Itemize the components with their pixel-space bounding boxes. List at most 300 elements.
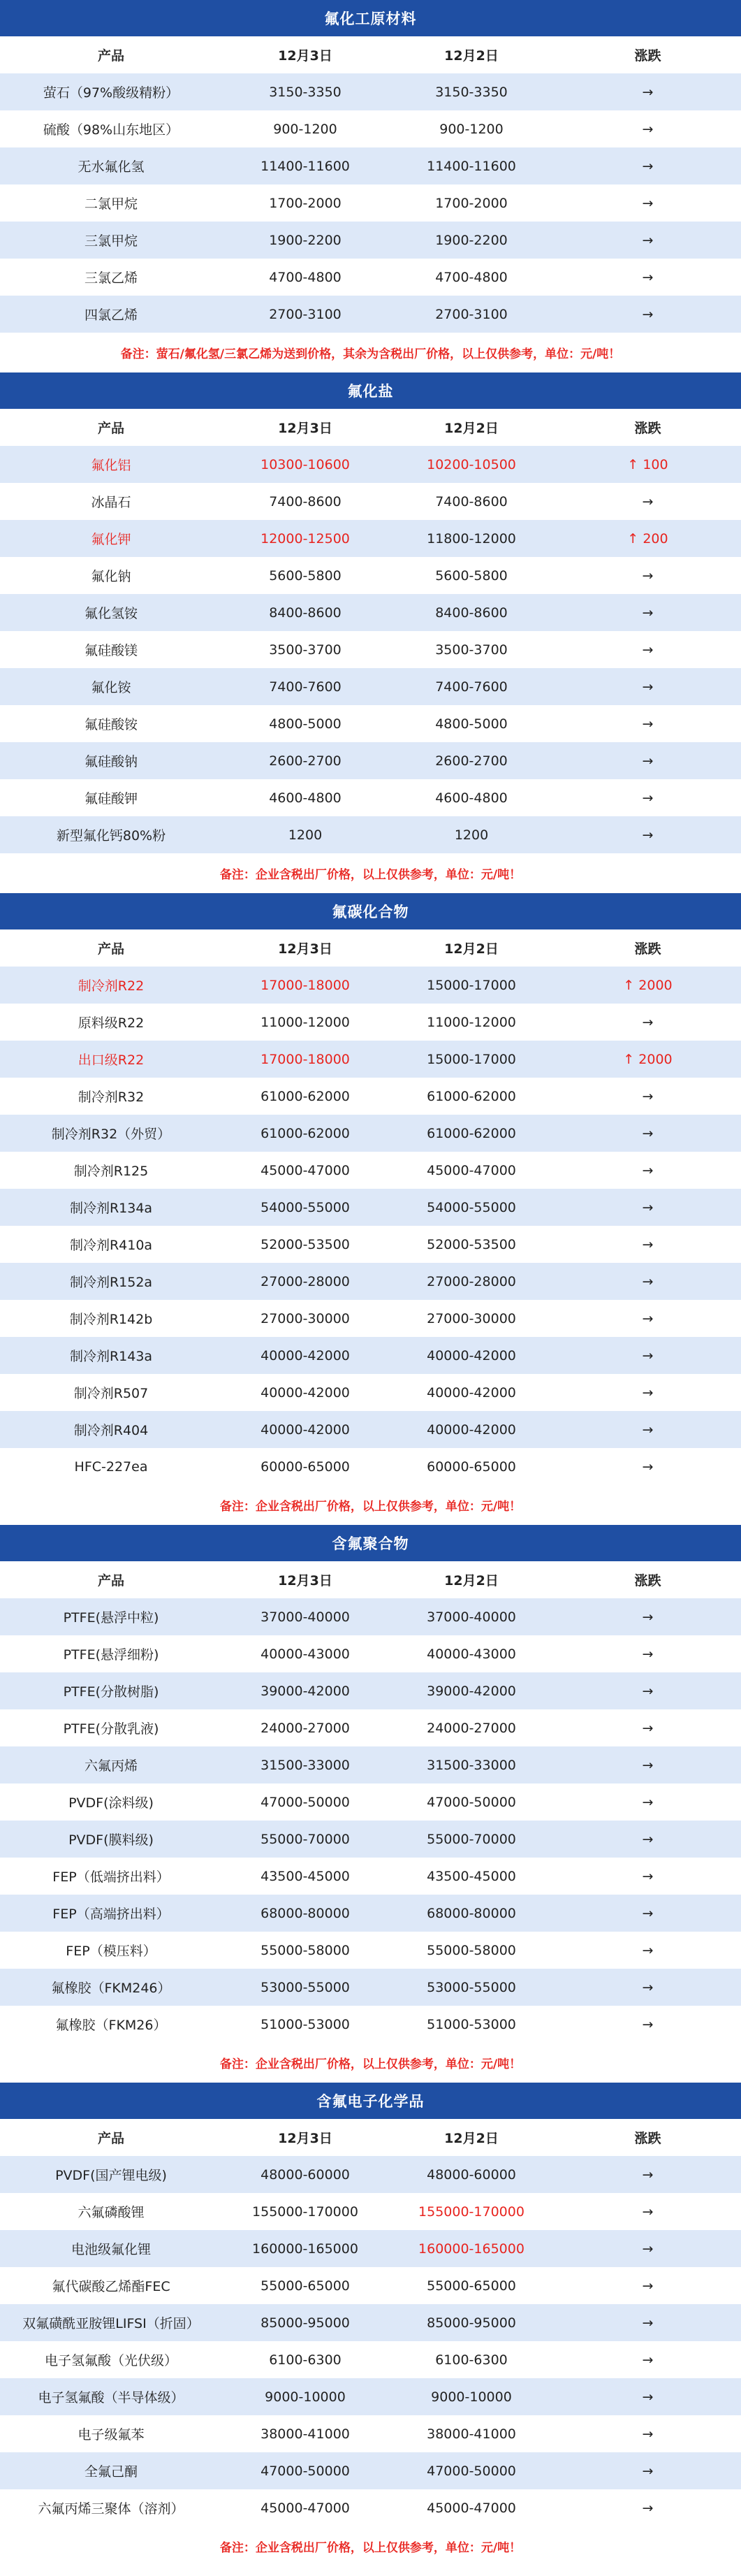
price-dec2: 3150-3350: [435, 84, 508, 100]
table-row: [0, 483, 741, 520]
price-dec3: 48000-60000: [261, 2166, 350, 2183]
price-dec3: 61000-62000: [261, 1125, 350, 1141]
price-dec3: 61000-62000: [261, 1088, 350, 1104]
price-dec2: 54000-55000: [427, 1199, 516, 1215]
section-title: 含氟聚合物: [0, 1525, 741, 1561]
product-name: 氟硅酸钾: [84, 791, 138, 806]
price-change: →: [642, 2204, 654, 2220]
price-change: →: [642, 121, 654, 137]
price-change: →: [642, 1831, 654, 1847]
product-name: 电子氢氟酸（光伏级）: [44, 2353, 177, 2368]
product-name: 氟化氢铵: [84, 606, 138, 621]
section-note: 备注：萤石/氟化氢/三氯乙烯为送到价格，其余为含税出厂价格，以上仅供参考，单位：元/吨！: [120, 347, 621, 361]
table-row: [0, 446, 741, 483]
product-name: 无水氟化氢: [78, 159, 145, 175]
price-dec3: 55000-65000: [261, 2278, 350, 2294]
product-name: PVDF(国产锂电级): [55, 2168, 167, 2183]
price-dec3: 10300-10600: [261, 456, 350, 472]
table-row: [0, 1152, 741, 1189]
product-name: 新型氟化钙80%粉: [56, 828, 166, 844]
column-header: 12月3日: [278, 421, 332, 436]
price-change: →: [642, 1125, 654, 1141]
price-dec3: 85000-95000: [261, 2315, 350, 2331]
price-dec3: 6100-6300: [269, 2352, 342, 2368]
price-dec3: 4800-5000: [269, 716, 342, 732]
price-dec2: 27000-28000: [427, 1273, 516, 1289]
table-row: [0, 1709, 741, 1746]
price-change: →: [642, 2463, 654, 2479]
price-change: →: [642, 753, 654, 769]
price-dec2: 68000-80000: [427, 1905, 516, 1921]
table-row: [0, 1821, 741, 1858]
product-name: 氟化钾: [91, 532, 131, 547]
product-name: PTFE(悬浮中粒): [63, 1610, 159, 1626]
price-change: →: [642, 1347, 654, 1363]
table-row: [0, 1411, 741, 1448]
product-name: PVDF(涂料级): [68, 1795, 154, 1811]
product-name: 双氟磺酰亚胺锂LIFSI（折固）: [22, 2316, 200, 2331]
price-dec3: 17000-18000: [261, 1051, 350, 1067]
section-title: 氟化盐: [0, 372, 741, 409]
price-section: [0, 893, 741, 1525]
section-note: 备注：企业含税出厂价格，以上仅供参考，单位：元/吨！: [219, 2057, 522, 2071]
product-name: 制冷剂R152a: [69, 1275, 153, 1290]
column-header: 产品: [97, 2131, 124, 2146]
price-dec3: 3150-3350: [269, 84, 342, 100]
price-dec3: 40000-43000: [261, 1646, 350, 1662]
price-dec3: 40000-42000: [261, 1347, 350, 1363]
product-name: 制冷剂R410a: [69, 1238, 153, 1253]
table-row: [0, 520, 741, 557]
price-dec2: 4600-4800: [435, 790, 508, 806]
price-dec3: 7400-7600: [269, 679, 342, 695]
column-header: 涨跌: [634, 1573, 661, 1589]
price-dec2: 1200: [454, 827, 489, 843]
price-dec3: 155000-170000: [252, 2204, 358, 2220]
price-dec2: 37000-40000: [427, 1609, 516, 1625]
price-dec3: 52000-53500: [261, 1236, 350, 1252]
price-dec3: 27000-30000: [261, 1310, 350, 1326]
price-change: →: [642, 84, 654, 100]
price-change: →: [642, 232, 654, 248]
price-section: [0, 372, 741, 893]
price-dec2: 11800-12000: [427, 530, 516, 547]
price-dec3: 17000-18000: [261, 977, 350, 993]
column-header: 12月2日: [444, 48, 499, 64]
product-name: 电子氢氟酸（半导体级）: [38, 2390, 184, 2405]
price-dec2: 55000-58000: [427, 1942, 516, 1958]
table-row: [0, 1374, 741, 1411]
column-header: 产品: [97, 48, 124, 64]
product-name: 制冷剂R32（外贸）: [51, 1127, 171, 1142]
column-header: 涨跌: [634, 421, 661, 436]
price-change: ↑ 100: [627, 456, 668, 472]
table-row: [0, 1300, 741, 1337]
product-name: 三氯甲烷: [84, 233, 138, 249]
product-name: 制冷剂R404: [73, 1423, 149, 1438]
price-dec3: 27000-28000: [261, 1273, 350, 1289]
table-header-row: [0, 2119, 741, 2156]
column-header: 涨跌: [634, 941, 661, 957]
price-dec2: 3500-3700: [435, 642, 508, 658]
price-dec3: 3500-3700: [269, 642, 342, 658]
price-change: →: [642, 1646, 654, 1662]
price-dec3: 53000-55000: [261, 1979, 350, 1995]
product-name: 氟橡胶（FKM26）: [55, 2018, 167, 2033]
price-change: →: [642, 1794, 654, 1810]
column-header: 产品: [97, 1573, 124, 1589]
product-name: 六氟磷酸锂: [78, 2205, 145, 2220]
price-dec2: 48000-60000: [427, 2166, 516, 2183]
column-header: 12月3日: [278, 1573, 332, 1589]
column-header: 涨跌: [634, 2131, 661, 2146]
price-dec3: 40000-42000: [261, 1384, 350, 1401]
price-dec2: 2600-2700: [435, 753, 508, 769]
price-dec2: 61000-62000: [427, 1088, 516, 1104]
price-change: →: [642, 158, 654, 174]
table-row: [0, 1337, 741, 1374]
table-row: [0, 1635, 741, 1672]
price-dec2: 2700-3100: [435, 306, 508, 322]
price-dec3: 45000-47000: [261, 2500, 350, 2516]
price-dec3: 47000-50000: [261, 2463, 350, 2479]
price-change: →: [642, 827, 654, 843]
price-change: →: [642, 1421, 654, 1438]
table-row: [0, 222, 741, 259]
table-row: [0, 557, 741, 594]
product-name: 制冷剂R125: [73, 1164, 149, 1179]
product-name: 氟硅酸镁: [84, 643, 138, 658]
table-row: [0, 1448, 741, 1485]
price-dec3: 60000-65000: [261, 1459, 350, 1475]
section-note: 备注：企业含税出厂价格，以上仅供参考，单位：元/吨！: [219, 1500, 522, 1514]
product-name: PTFE(分散树脂): [63, 1684, 159, 1700]
product-name: PTFE(悬浮细粉): [63, 1647, 159, 1663]
price-dec3: 24000-27000: [261, 1720, 350, 1736]
table-row: [0, 2156, 741, 2193]
table-row: [0, 73, 741, 110]
price-dec3: 37000-40000: [261, 1609, 350, 1625]
price-change: →: [642, 1199, 654, 1215]
product-name: 制冷剂R22: [78, 978, 145, 994]
price-change: →: [642, 1236, 654, 1252]
table-header-row: [0, 1561, 741, 1598]
price-section: [0, 0, 741, 372]
price-change: →: [642, 1683, 654, 1699]
product-name: 制冷剂R142b: [69, 1312, 153, 1327]
table-row: [0, 2304, 741, 2341]
table-row: [0, 2341, 741, 2378]
price-change: →: [642, 2500, 654, 2516]
table-row: [0, 1895, 741, 1932]
table-row: [0, 1189, 741, 1226]
product-name: 制冷剂R32: [78, 1090, 145, 1105]
price-change: →: [642, 269, 654, 285]
table-row: [0, 1858, 741, 1895]
price-change: →: [642, 716, 654, 732]
product-name: 氟化铝: [91, 458, 131, 473]
section-title: 含氟电子化学品: [0, 2083, 741, 2119]
price-dec2: 52000-53500: [427, 1236, 516, 1252]
price-dec2: 27000-30000: [427, 1310, 516, 1326]
price-change: →: [642, 1868, 654, 1884]
price-dec2: 5600-5800: [435, 567, 508, 584]
price-change: →: [642, 1757, 654, 1773]
price-change: →: [642, 1979, 654, 1995]
price-dec3: 4600-4800: [269, 790, 342, 806]
price-dec2: 38000-41000: [427, 2426, 516, 2442]
product-name: 电池级氟化锂: [71, 2242, 151, 2257]
price-dec3: 55000-58000: [261, 1942, 350, 1958]
table-row: [0, 2193, 741, 2230]
price-dec3: 4700-4800: [269, 269, 342, 285]
table-row: [0, 631, 741, 668]
price-dec2: 6100-6300: [435, 2352, 508, 2368]
price-change: →: [642, 2426, 654, 2442]
column-header: 12月2日: [444, 1573, 499, 1589]
product-name: 氟硅酸铵: [84, 717, 138, 732]
price-dec3: 1200: [288, 827, 323, 843]
section-title: 氟碳化合物: [0, 893, 741, 929]
price-dec3: 11400-11600: [261, 158, 350, 174]
price-dec2: 43500-45000: [427, 1868, 516, 1884]
price-change: →: [642, 567, 654, 584]
product-name: FEP（高端挤出料）: [52, 1906, 170, 1922]
product-name: 六氟丙烯: [84, 1758, 138, 1774]
product-name: 全氟己酮: [84, 2464, 138, 2480]
price-change: →: [642, 2315, 654, 2331]
price-dec3: 38000-41000: [261, 2426, 350, 2442]
product-name: 制冷剂R134a: [69, 1201, 153, 1216]
price-change: →: [642, 1088, 654, 1104]
product-name: 氟硅酸钠: [84, 754, 138, 769]
product-name: 电子级氟苯: [78, 2427, 145, 2443]
price-dec2: 61000-62000: [427, 1125, 516, 1141]
price-dec3: 9000-10000: [265, 2389, 346, 2405]
table-row: [0, 1969, 741, 2006]
price-dec2: 53000-55000: [427, 1979, 516, 1995]
price-change: ↑ 2000: [623, 977, 673, 993]
price-dec3: 2600-2700: [269, 753, 342, 769]
price-dec3: 7400-8600: [269, 493, 342, 509]
product-name: 原料级R22: [78, 1015, 145, 1031]
table-row: [0, 184, 741, 222]
table-row: [0, 1078, 741, 1115]
table-row: [0, 2006, 741, 2043]
product-name: PVDF(膜料级): [68, 1832, 154, 1848]
section-note: 备注：企业含税出厂价格，以上仅供参考，单位：元/吨！: [219, 868, 522, 882]
section-note: 备注：企业含税出厂价格，以上仅供参考，单位：元/吨！: [219, 2541, 522, 2555]
price-change: →: [642, 2016, 654, 2032]
price-change: →: [642, 1720, 654, 1736]
table-row: [0, 147, 741, 184]
price-change: ↑ 200: [627, 530, 668, 547]
column-header: 产品: [97, 421, 124, 436]
price-dec3: 2700-3100: [269, 306, 342, 322]
price-dec3: 55000-70000: [261, 1831, 350, 1847]
column-header: 12月2日: [444, 2131, 499, 2146]
price-change: →: [642, 2352, 654, 2368]
price-dec2: 7400-8600: [435, 493, 508, 509]
price-dec2: 9000-10000: [431, 2389, 512, 2405]
table-row: [0, 1004, 741, 1041]
table-row: [0, 1672, 741, 1709]
table-row: [0, 967, 741, 1004]
table-row: [0, 110, 741, 147]
price-change: →: [642, 2241, 654, 2257]
price-change: →: [642, 642, 654, 658]
price-dec2: 47000-50000: [427, 1794, 516, 1810]
price-change: →: [642, 493, 654, 509]
table-row: [0, 2415, 741, 2452]
price-dec3: 43500-45000: [261, 1868, 350, 1884]
price-dec3: 45000-47000: [261, 1162, 350, 1178]
table-row: [0, 816, 741, 853]
table-row: [0, 2378, 741, 2415]
table-row: [0, 2267, 741, 2304]
table-row: [0, 705, 741, 742]
product-name: 氟代碳酸乙烯酯FEC: [52, 2279, 170, 2294]
price-dec3: 68000-80000: [261, 1905, 350, 1921]
table-row: [0, 1598, 741, 1635]
table-row: [0, 668, 741, 705]
price-dec2: 7400-7600: [435, 679, 508, 695]
price-dec2: 24000-27000: [427, 1720, 516, 1736]
column-header: 12月3日: [278, 48, 332, 64]
price-dec2: 85000-95000: [427, 2315, 516, 2331]
section-title: 氟化工原材料: [0, 0, 741, 36]
price-change: →: [642, 1310, 654, 1326]
table-row: [0, 1746, 741, 1783]
price-dec2: 10200-10500: [427, 456, 516, 472]
price-dec3: 5600-5800: [269, 567, 342, 584]
price-dec2: 60000-65000: [427, 1459, 516, 1475]
price-dec3: 1900-2200: [269, 232, 342, 248]
table-row: [0, 742, 741, 779]
price-dec3: 1700-2000: [269, 195, 342, 211]
column-header: 产品: [97, 941, 124, 957]
table-row: [0, 296, 741, 333]
table-row: [0, 1263, 741, 1300]
product-name: 四氯乙烯: [84, 307, 138, 323]
price-dec2: 51000-53000: [427, 2016, 516, 2032]
column-header: 涨跌: [634, 48, 661, 64]
product-name: FEP（模压料）: [66, 1944, 156, 1959]
price-dec3: 900-1200: [273, 121, 337, 137]
price-dec2: 45000-47000: [427, 2500, 516, 2516]
price-dec3: 31500-33000: [261, 1757, 350, 1773]
table-row: [0, 2489, 741, 2526]
price-dec3: 40000-42000: [261, 1421, 350, 1438]
table-row: [0, 779, 741, 816]
price-change: →: [642, 195, 654, 211]
price-dec2: 45000-47000: [427, 1162, 516, 1178]
price-dec2: 11000-12000: [427, 1014, 516, 1030]
table-row: [0, 1932, 741, 1969]
product-name: 萤石（97%酸级精粉）: [43, 85, 179, 101]
product-name: HFC-227ea: [74, 1459, 148, 1475]
price-dec2: 1700-2000: [435, 195, 508, 211]
price-dec2: 15000-17000: [427, 977, 516, 993]
product-name: 六氟丙烯三聚体（溶剂）: [38, 2501, 184, 2517]
price-dec2: 47000-50000: [427, 2463, 516, 2479]
price-change: →: [642, 2389, 654, 2405]
table-row: [0, 2230, 741, 2267]
column-header: 12月2日: [444, 421, 499, 436]
product-name: 三氯乙烯: [84, 270, 138, 286]
price-change: →: [642, 1162, 654, 1178]
price-dec3: 47000-50000: [261, 1794, 350, 1810]
price-change: →: [642, 1459, 654, 1475]
price-change: →: [642, 1384, 654, 1401]
product-name: FEP（低端挤出料）: [52, 1869, 170, 1885]
product-name: 制冷剂R143a: [69, 1349, 153, 1364]
price-dec3: 11000-12000: [261, 1014, 350, 1030]
price-dec2: 40000-42000: [427, 1384, 516, 1401]
price-change: →: [642, 1609, 654, 1625]
price-section: [0, 2083, 741, 2566]
price-dec3: 39000-42000: [261, 1683, 350, 1699]
product-name: 氟化钠: [91, 569, 131, 584]
product-name: 二氯甲烷: [84, 196, 138, 212]
price-dec3: 51000-53000: [261, 2016, 350, 2032]
column-header: 12月3日: [278, 2131, 332, 2146]
table-header-row: [0, 409, 741, 446]
product-name: 制冷剂R507: [73, 1386, 149, 1401]
table-row: [0, 1226, 741, 1263]
table-row: [0, 259, 741, 296]
price-dec2: 4700-4800: [435, 269, 508, 285]
table-row: [0, 2452, 741, 2489]
price-change: ↑ 2000: [623, 1051, 673, 1067]
column-header: 12月2日: [444, 941, 499, 957]
product-name: 冰晶石: [91, 495, 131, 510]
column-header: 12月3日: [278, 941, 332, 957]
product-name: 出口级R22: [78, 1052, 145, 1068]
price-change: →: [642, 790, 654, 806]
product-name: 氟橡胶（FKM246）: [51, 1981, 171, 1996]
price-change: →: [642, 1905, 654, 1921]
price-dec2: 55000-70000: [427, 1831, 516, 1847]
price-dec2: 55000-65000: [427, 2278, 516, 2294]
table-header-row: [0, 929, 741, 967]
price-dec2: 31500-33000: [427, 1757, 516, 1773]
price-dec3: 160000-165000: [252, 2241, 358, 2257]
price-dec2: 155000-170000: [418, 2204, 524, 2220]
price-dec2: 8400-8600: [435, 605, 508, 621]
price-change: →: [642, 1273, 654, 1289]
price-dec3: 54000-55000: [261, 1199, 350, 1215]
price-dec2: 15000-17000: [427, 1051, 516, 1067]
price-dec2: 160000-165000: [418, 2241, 524, 2257]
price-change: →: [642, 679, 654, 695]
price-change: →: [642, 1942, 654, 1958]
price-change: →: [642, 2278, 654, 2294]
price-dec2: 39000-42000: [427, 1683, 516, 1699]
price-dec2: 1900-2200: [435, 232, 508, 248]
table-row: [0, 1783, 741, 1821]
price-change: →: [642, 2166, 654, 2183]
price-dec2: 900-1200: [439, 121, 504, 137]
product-name: PTFE(分散乳液): [63, 1721, 159, 1737]
price-dec2: 4800-5000: [435, 716, 508, 732]
price-section: [0, 1525, 741, 2083]
table-row: [0, 1115, 741, 1152]
price-change: →: [642, 605, 654, 621]
price-dec2: 40000-42000: [427, 1347, 516, 1363]
table-row: [0, 594, 741, 631]
price-dec2: 40000-42000: [427, 1421, 516, 1438]
